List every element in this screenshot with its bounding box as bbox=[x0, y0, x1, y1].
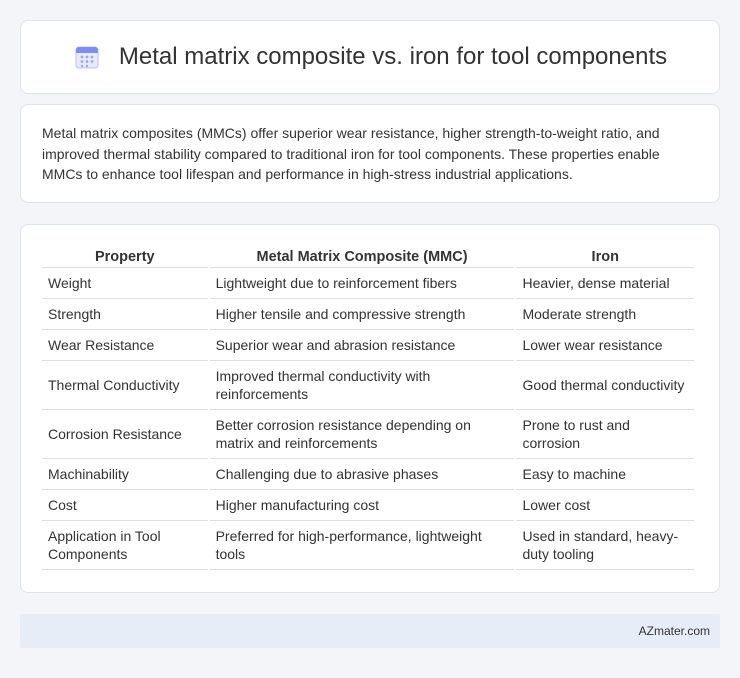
header-mmc: Metal Matrix Composite (MMC) bbox=[210, 246, 515, 268]
cell-mmc: Higher manufacturing cost bbox=[210, 490, 515, 521]
calendar-icon bbox=[73, 43, 101, 71]
cell-property: Weight bbox=[42, 268, 208, 299]
comparison-card bbox=[20, 224, 720, 593]
cell-property: Cost bbox=[42, 490, 208, 521]
cell-property: Machinability bbox=[42, 459, 208, 490]
cell-iron: Lower cost bbox=[516, 490, 694, 521]
cell-iron: Moderate strength bbox=[516, 299, 694, 330]
cell-mmc: Lightweight due to reinforcement fibers bbox=[210, 268, 515, 299]
table-row bbox=[42, 490, 694, 521]
cell-property: Thermal Conductivity bbox=[42, 361, 208, 410]
page-title: Metal matrix composite vs. iron for tool components bbox=[118, 43, 668, 70]
intro-paragraph: Metal matrix composites (MMCs) offer superior wear resistance, higher strength-to-weight ratio, and improved thermal stability compared to traditional iron for tool components. These properties enable MMCs to enhance tool lifespan and performance in high-stress industrial applications. bbox=[42, 125, 660, 182]
footer-site-link[interactable]: AZmater.com bbox=[638, 624, 710, 638]
table-row bbox=[42, 410, 694, 459]
table-row bbox=[42, 459, 694, 490]
title-card bbox=[20, 20, 720, 94]
table-row bbox=[42, 361, 694, 410]
cell-iron: Lower wear resistance bbox=[516, 330, 694, 361]
cell-property: Strength bbox=[42, 299, 208, 330]
cell-iron: Easy to machine bbox=[516, 459, 694, 490]
cell-mmc: Higher tensile and compressive strength bbox=[210, 299, 515, 330]
table-header-row bbox=[42, 246, 694, 268]
cell-property: Wear Resistance bbox=[42, 330, 208, 361]
cell-mmc: Superior wear and abrasion resistance bbox=[210, 330, 515, 361]
cell-property: Corrosion Resistance bbox=[42, 410, 208, 459]
header-iron: Iron bbox=[516, 246, 694, 268]
cell-mmc: Better corrosion resistance depending on matrix and reinforcements bbox=[210, 410, 515, 459]
intro-card bbox=[20, 104, 720, 203]
cell-mmc: Preferred for high-performance, lightweight tools bbox=[210, 521, 515, 570]
cell-iron: Heavier, dense material bbox=[516, 268, 694, 299]
table-row bbox=[42, 521, 694, 570]
table-row bbox=[42, 268, 694, 299]
title-row bbox=[73, 43, 667, 71]
cell-property: Application in Tool Components bbox=[42, 521, 208, 570]
cell-mmc: Improved thermal conductivity with reinforcements bbox=[210, 361, 515, 410]
footer-bar bbox=[20, 614, 720, 648]
cell-iron: Prone to rust and corrosion bbox=[516, 410, 694, 459]
table-row bbox=[42, 299, 694, 330]
cell-mmc: Challenging due to abrasive phases bbox=[210, 459, 515, 490]
header-property: Property bbox=[42, 246, 208, 268]
table-row bbox=[42, 330, 694, 361]
comparison-table bbox=[40, 246, 696, 570]
cell-iron: Good thermal conductivity bbox=[516, 361, 694, 410]
cell-iron: Used in standard, heavy-duty tooling bbox=[516, 521, 694, 570]
